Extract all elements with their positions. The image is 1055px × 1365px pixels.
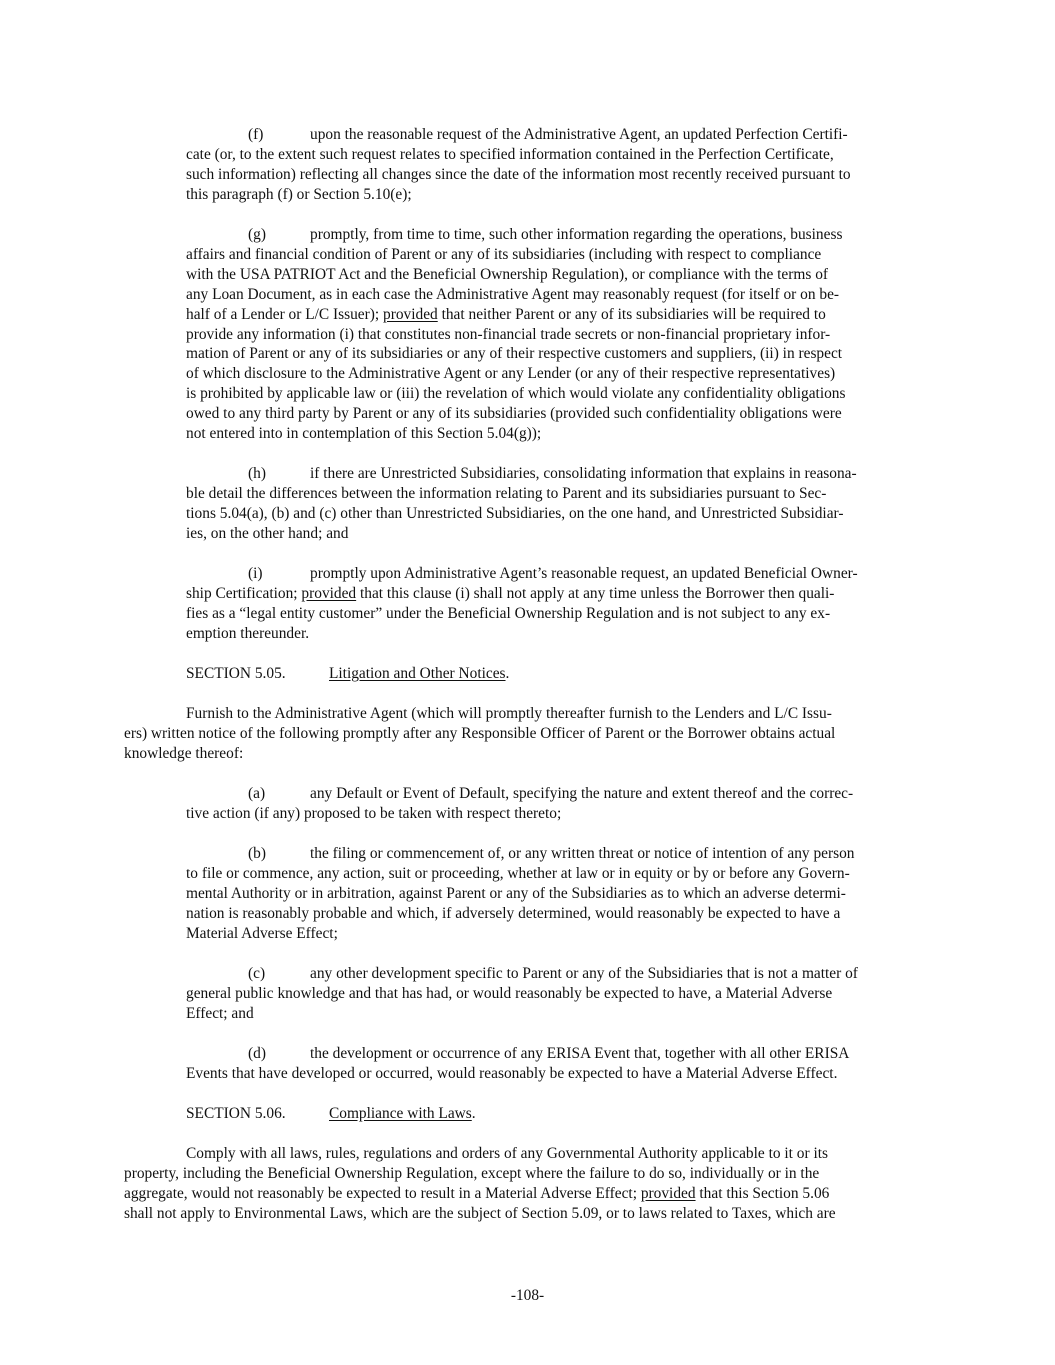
text-line: is prohibited by applicable law or (iii) the revelation of which would violate any confidentiality obligations: [186, 385, 846, 403]
text-line: cate (or, to the extent such request relates to specified information contained in the Perfection Certificate,: [186, 145, 834, 163]
text-line: Material Adverse Effect;: [186, 924, 338, 942]
section-number: SECTION 5.06.: [186, 1105, 286, 1122]
text-line: Furnish to the Administrative Agent (which will promptly thereafter furnish to the Lenders and L/C Issu-: [186, 705, 832, 722]
text-line: ble detail the differences between the information relating to Parent and its subsidiaries pursuant to Sec-: [186, 484, 827, 502]
paragraph-c: [186, 964, 858, 1024]
text-line: ers) written notice of the following promptly after any Responsible Officer of Parent or the Borrower obtains actual: [124, 724, 836, 742]
underlined-term: provided: [301, 584, 357, 602]
text-line: to file or commence, any action, suit or proceeding, whether at law or in equity or by or before any Govern-: [186, 864, 850, 882]
paragraph-d: [186, 1044, 849, 1084]
text-line: ies, on the other hand; and: [186, 524, 349, 542]
paragraph-h: [186, 464, 857, 544]
page-number: -108-: [510, 1287, 545, 1304]
section-506-body: [124, 1144, 836, 1224]
paragraph-label: (f): [248, 126, 264, 143]
text-line: of which disclosure to the Administrative Agent or any Lender (or any of their respective representatives): [186, 365, 836, 383]
paragraph-f: [186, 125, 851, 205]
text-line: the development or occurrence of any ERISA Event that, together with all other ERISA: [310, 1045, 850, 1062]
section-title: Litigation and Other Notices: [329, 665, 506, 682]
paragraph-label: (h): [248, 465, 266, 482]
text-line: Comply with all laws, rules, regulations and orders of any Governmental Authority applicable to it or its: [186, 1145, 829, 1162]
section-title: Compliance with Laws: [329, 1105, 472, 1122]
paragraph-i: [186, 564, 858, 644]
text-line: mation of Parent or any of its subsidiaries or any of their respective customers and suppliers, (ii) in respect: [186, 345, 843, 363]
text-line: any Loan Document, as in each case the Administrative Agent may reasonably request (for itself or on be-: [186, 285, 840, 303]
text-segment: that this clause (i) shall not apply at any time unless the Borrower then quali-: [356, 584, 835, 602]
text-line: fies as a “legal entity customer” under the Beneficial Ownership Regulation and is not subject to any ex-: [186, 604, 831, 622]
text-line: Events that have developed or occurred, would reasonably be expected to have a Material Adverse Effect.: [186, 1064, 838, 1082]
underlined-term: provided: [640, 1184, 696, 1202]
text-line: knowledge thereof:: [124, 744, 244, 762]
section-number: SECTION 5.05.: [186, 665, 286, 682]
paragraph-label: (g): [248, 226, 266, 243]
text-segment: aggregate, would not reasonably be expected to result in a Material Adverse Effect;: [124, 1184, 641, 1202]
section-heading-506: [186, 1104, 476, 1124]
paragraph-label: (a): [248, 785, 266, 802]
paragraph-label: (d): [248, 1045, 266, 1062]
paragraph-label: (c): [248, 965, 266, 982]
text-line: Effect; and: [186, 1004, 254, 1022]
text-line: property, including the Beneficial Ownership Regulation, except where the failure to do so, individually or in the: [124, 1164, 820, 1182]
section-heading-505: [186, 664, 509, 684]
text-line: if there are Unrestricted Subsidiaries, consolidating information that explains in reasona-: [310, 465, 857, 482]
paragraph-b: [186, 844, 855, 944]
text-line: general public knowledge and that has had, or would reasonably be expected to have, a Material Adverse: [186, 984, 833, 1002]
text-line: with the USA PATRIOT Act and the Beneficial Ownership Regulation), or compliance with the terms of: [186, 265, 829, 283]
text-segment: half of a Lender or L/C Issuer);: [186, 305, 384, 323]
text-line: not entered into in contemplation of this Section 5.04(g));: [186, 425, 542, 443]
text-line: tions 5.04(a), (b) and (c) other than Unrestricted Subsidiaries, on the one hand, and Unrestricted Subsidiar-: [186, 504, 844, 522]
paragraph-g: [186, 225, 846, 444]
text-line: shall not apply to Environmental Laws, which are the subject of Section 5.09, or to laws related to Taxes, which are: [124, 1204, 836, 1222]
text-line: owed to any third party by Parent or any of its subsidiaries (provided such confidentiality obligations were: [186, 405, 842, 423]
text-line: the filing or commencement of, or any written threat or notice of intention of any person: [310, 845, 855, 862]
text-line: emption thereunder.: [186, 624, 310, 642]
text-line: any Default or Event of Default, specifying the nature and extent thereof and the correc-: [310, 785, 854, 802]
paragraph-a: [186, 784, 853, 824]
text-line: any other development specific to Parent or any of the Subsidiaries that is not a matter of: [310, 965, 858, 982]
section-period: .: [471, 1105, 476, 1122]
text-line: upon the reasonable request of the Administrative Agent, an updated Perfection Certifi-: [310, 126, 848, 143]
text-line: promptly upon Administrative Agent’s reasonable request, an updated Beneficial Owner-: [310, 565, 858, 582]
text-line: tive action (if any) proposed to be taken with respect thereto;: [186, 804, 562, 822]
text-segment: that neither Parent or any of its subsidiaries will be required to: [437, 305, 826, 323]
section-505-intro: [124, 704, 835, 764]
text-segment: ship Certification;: [186, 584, 302, 602]
underlined-term: provided: [383, 305, 438, 323]
text-line: such information) reflecting all changes since the date of the information most recently received pursuant to: [186, 165, 851, 183]
paragraph-label: (i): [248, 565, 263, 582]
text-line: affairs and financial condition of Parent or any of its subsidiaries (including with respect to compliance: [186, 245, 822, 263]
text-line: this paragraph (f) or Section 5.10(e);: [186, 185, 412, 203]
text-line: mental Authority or in arbitration, against Parent or any of the Subsidiaries as to which an adverse determi-: [186, 884, 846, 902]
section-period: .: [505, 665, 510, 682]
paragraph-label: (b): [248, 845, 266, 862]
text-line: provide any information (i) that constitutes non-financial trade secrets or non-financial proprietary infor-: [186, 325, 831, 343]
text-segment: that this Section 5.06: [695, 1184, 830, 1202]
text-line: promptly, from time to time, such other information regarding the operations, business: [310, 226, 843, 243]
text-line: nation is reasonably probable and which, if adversely determined, would reasonably be expected to have a: [186, 904, 841, 922]
